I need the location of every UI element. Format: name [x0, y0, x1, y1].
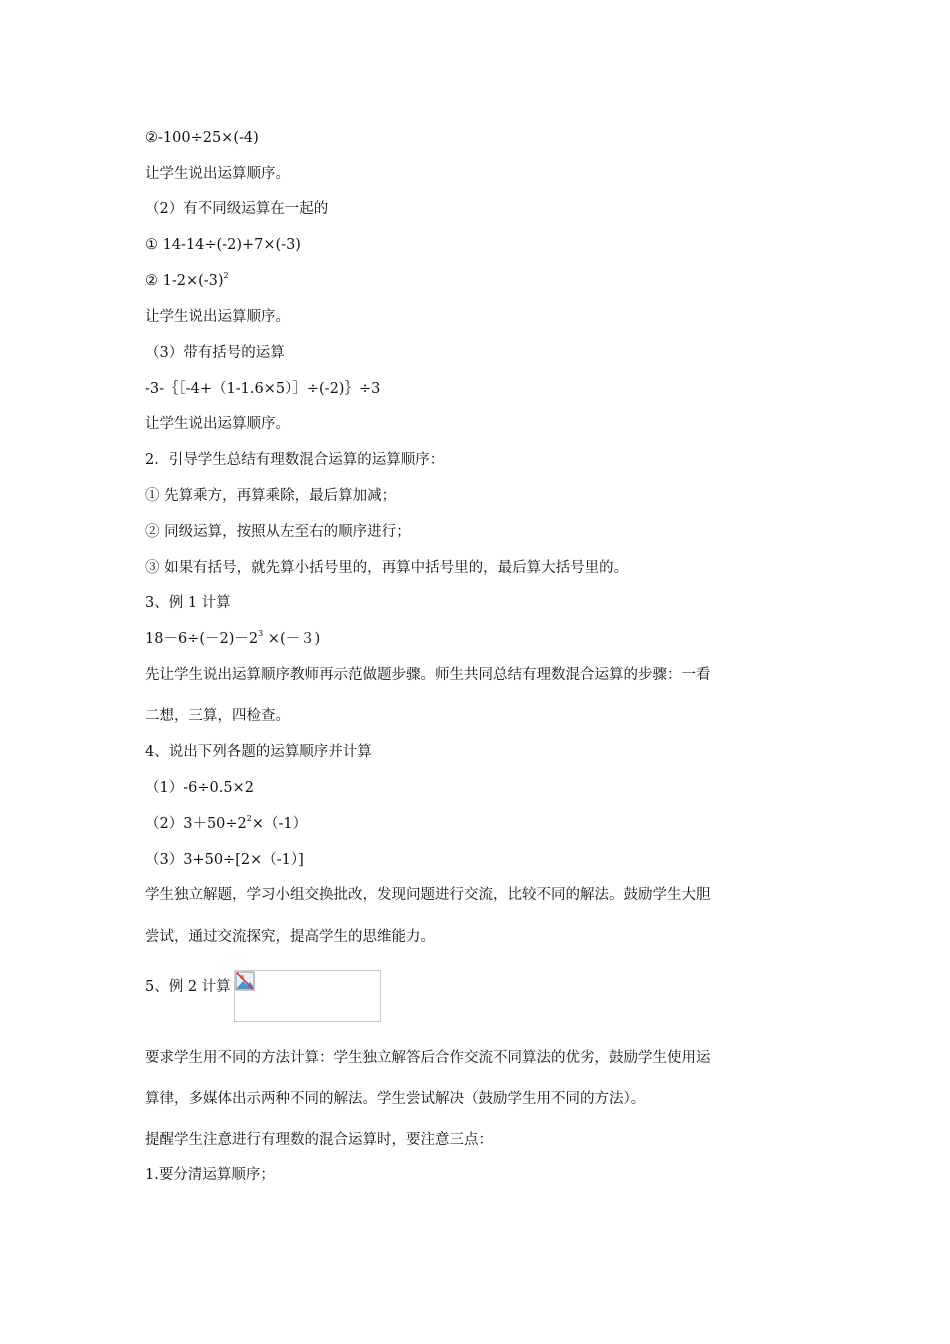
text-line: 让学生说出运算顺序。	[145, 309, 290, 325]
text-line	[145, 814, 307, 834]
expression: ×（-1）	[251, 816, 308, 832]
text-line: ② 同级运算，按照从左至右的顺序进行；	[145, 524, 411, 540]
exponent: 2	[246, 814, 252, 823]
text-line: 2．引导学生总结有理数混合运算的运算顺序：	[145, 452, 445, 468]
exponent: 2	[223, 271, 229, 280]
text-line: ① 14-14÷(-2)+7×(-3)	[145, 237, 301, 253]
text-line: 先让学生说出运算顺序教师再示范做题步骤。师生共同总结有理数混合运算的步骤：一看	[145, 667, 711, 683]
text-line: 3、例 1 计算	[145, 595, 231, 611]
text-line: 让学生说出运算顺序。	[145, 166, 290, 182]
text-line: 尝试，通过交流探究，提高学生的思维能力。	[145, 929, 435, 945]
formula-image-placeholder	[234, 970, 381, 1022]
expression: （2）3＋50÷2	[145, 816, 247, 832]
text-line	[145, 629, 320, 649]
text-line: 让学生说出运算顺序。	[145, 416, 290, 432]
text-line: 算律，多媒体出示两种不同的解法。学生尝试解决（鼓励学生用不同的方法）。	[145, 1091, 646, 1107]
text-line: 5、例 2 计算	[145, 979, 231, 995]
text-line: ③ 如果有括号，就先算小括号里的，再算中括号里的，最后算大括号里的。	[145, 560, 629, 576]
text-line: （3）3+50÷[2×（-1）]	[145, 852, 304, 868]
text-line: 学生独立解题，学习小组交换批改，发现问题进行交流，比较不同的解法。鼓励学生大胆	[145, 887, 711, 903]
text-line: （1）-6÷0.5×2	[145, 780, 254, 796]
text-line: ① 先算乘方，再算乘除，最后算加减；	[145, 488, 397, 504]
text-line: （2）有不同级运算在一起的	[145, 201, 329, 217]
expression: 18－6÷(－2)－2	[145, 631, 259, 647]
expression: ② 1-2×(-3)	[145, 273, 224, 289]
expression: ×(－３)	[263, 631, 321, 647]
text-line: 要求学生用不同的方法计算：学生独立解答后合作交流不同算法的优劣，鼓励学生使用运	[145, 1050, 711, 1066]
exponent: 3	[258, 629, 264, 638]
text-line: 二想，三算，四检查。	[145, 708, 290, 724]
text-line: （3）带有括号的运算	[145, 345, 285, 361]
text-line: 提醒学生注意进行有理数的混合运算时，要注意三点：	[145, 1132, 493, 1148]
text-line: 4、说出下列各题的运算顺序并计算	[145, 744, 372, 760]
text-line	[145, 271, 229, 291]
text-line: ②-100÷25×(-4)	[145, 130, 259, 146]
text-line: 1.要分清运算顺序；	[145, 1167, 275, 1183]
text-line: -3-｛［-4+（1-1.6×5）］÷(-2)｝÷3	[145, 381, 381, 397]
broken-image-icon	[235, 971, 255, 991]
